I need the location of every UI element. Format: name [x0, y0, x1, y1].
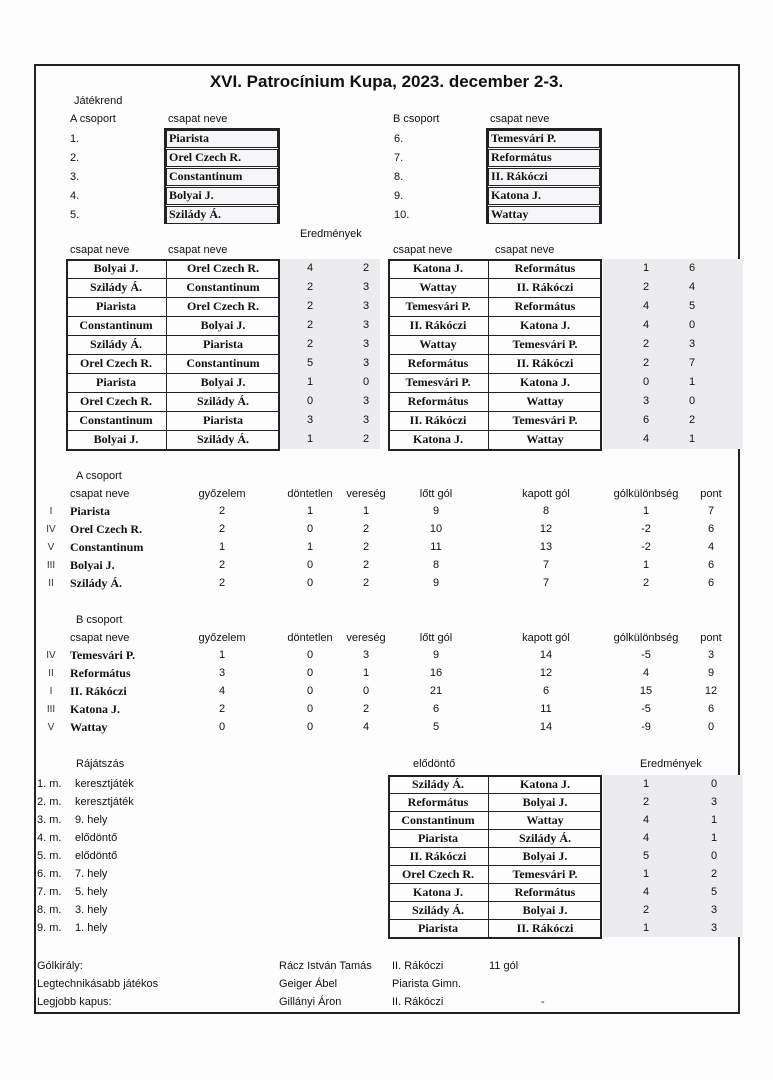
playoff-match-no: 6. m.	[37, 868, 62, 880]
results_b-team-home: Temesvári P.	[405, 299, 471, 313]
playoff-score-away: 3	[710, 904, 718, 916]
group_a-team: Constantinum	[166, 168, 278, 186]
playoff-team-away: Bolyai J.	[522, 795, 568, 809]
standings_a-rank: V	[47, 542, 55, 553]
results_b-team-away: Temesvári P.	[512, 337, 578, 351]
standings_b-value: 2	[362, 703, 370, 715]
standings_b-team: Református	[70, 666, 131, 680]
group_a-team: Orel Czech R.	[166, 149, 278, 167]
group_a-team: Szilády Á.	[166, 206, 278, 224]
results_b-team-away: Katona J.	[519, 375, 570, 389]
group_b-number: 10.	[394, 209, 410, 221]
standings_b-value: 12	[539, 667, 553, 679]
standings_b-header: döntetlen	[287, 632, 333, 644]
playoff-score-home: 4	[642, 886, 650, 898]
playoff-team-home: Szilády Á.	[411, 903, 464, 917]
standings_a-value: -2	[641, 541, 651, 553]
playoff-team-home: Piarista	[418, 831, 458, 845]
results_a-score-away: 2	[362, 433, 370, 445]
standings_b-value: 0	[218, 721, 226, 733]
results_b-team-away: Református	[514, 299, 576, 313]
standings_b-rank: I	[49, 686, 53, 697]
results_a-score-home: 1	[306, 433, 314, 445]
playoff-match-type: keresztjáték	[75, 796, 134, 808]
results_a-score-away: 0	[362, 376, 370, 388]
results_a-team-away: Constantinum	[186, 280, 260, 294]
playoff-match-no: 8. m.	[37, 904, 62, 916]
award-title: Legtechnikásabb játékos	[37, 978, 159, 990]
standings_a-value: 9	[432, 505, 440, 517]
standings_a-value: 8	[432, 559, 440, 571]
standings_b-value: 14	[539, 721, 553, 733]
results_a-team-away: Szilády Á.	[196, 432, 249, 446]
results_b-team-home: Wattay	[419, 280, 457, 294]
results_a-team-away: Constantinum	[186, 356, 260, 370]
standings_a-header: lőtt gól	[419, 488, 453, 500]
standings_a-value: 1	[362, 505, 370, 517]
results_b-score-away: 1	[688, 376, 696, 388]
playoff-score-away: 0	[710, 778, 718, 790]
results-col-4: csapat neve	[495, 244, 555, 256]
standings_b-value: 0	[306, 703, 314, 715]
standings_a-value: 2	[218, 577, 226, 589]
results_a-score-home: 4	[306, 262, 314, 274]
results_b-team-away: Református	[514, 261, 576, 275]
results_a-score-home: 0	[306, 395, 314, 407]
results_b-team-home: Wattay	[419, 337, 457, 351]
playoff-score-home: 2	[642, 796, 650, 808]
standings_b-value: 0	[362, 685, 370, 697]
results_a-score-home: 2	[306, 281, 314, 293]
results_a-team-away: Orel Czech R.	[186, 261, 260, 275]
playoff-results-label: Eredmények	[640, 758, 702, 770]
standings_b-value: 6	[542, 685, 550, 697]
playoff-team-away: Bolyai J.	[522, 903, 568, 917]
results_b-team-away: Wattay	[526, 394, 564, 408]
standings_a-value: 2	[362, 577, 370, 589]
results_b-team-home: Katona J.	[412, 432, 463, 446]
playoff-match-type: 1. hely	[75, 922, 108, 934]
standings_a-header: döntetlen	[287, 488, 333, 500]
standings_a-header: kapott gól	[522, 488, 570, 500]
results_b-score-home: 0	[642, 376, 650, 388]
standings_a-header: vereség	[346, 488, 386, 500]
standings_a-header: pont	[700, 488, 722, 500]
playoff-match-no: 3. m.	[37, 814, 62, 826]
results_a-score-home: 3	[306, 414, 314, 426]
standings_b-value: 3	[218, 667, 226, 679]
standings_a-rank: IV	[46, 524, 56, 535]
playoff-match-type: 3. hely	[75, 904, 108, 916]
semi-label: elődöntő	[413, 758, 456, 770]
group-a-label: A csoport	[70, 113, 116, 125]
playoff-score-home: 5	[642, 850, 650, 862]
results_b-team-away: Temesvári P.	[512, 413, 578, 427]
standings_a-value: 1	[306, 541, 314, 553]
results_b-score-away: 3	[688, 338, 696, 350]
results_a-team-away: Bolyai J.	[200, 318, 246, 332]
standings_a-value: 7	[542, 577, 550, 589]
standings_a-value: 6	[707, 559, 715, 571]
playoff-match-no: 1. m.	[37, 778, 62, 790]
standings_b-value: 9	[707, 667, 715, 679]
results_b-score-home: 2	[642, 357, 650, 369]
playoff-score-home: 4	[642, 814, 650, 826]
results_a-score-home: 5	[306, 357, 314, 369]
standings_b-header: kapott gól	[522, 632, 570, 644]
award-player: Gillányi Áron	[279, 996, 342, 1008]
results_a-team-home: Constantinum	[79, 413, 153, 427]
standings_a-value: 9	[432, 577, 440, 589]
standings_b-value: 15	[639, 685, 653, 697]
award-player: Geiger Ábel	[279, 978, 338, 990]
standings_b-value: 4	[642, 667, 650, 679]
group_a-team: Bolyai J.	[166, 187, 278, 205]
standings_b-header: lőtt gól	[419, 632, 453, 644]
playoff-score-away: 2	[710, 868, 718, 880]
playoff-label: Rájátszás	[76, 758, 125, 770]
standings_b-rank: II	[48, 668, 54, 679]
standings_a-team: Szilády Á.	[70, 576, 123, 590]
results_b-team-home: Katona J.	[412, 261, 463, 275]
standings_b-value: 0	[306, 685, 314, 697]
results-title: Eredmények	[300, 228, 362, 240]
group_b-number: 8.	[394, 171, 404, 183]
playoff-match-type: 9. hely	[75, 814, 108, 826]
standings_a-value: 0	[306, 559, 314, 571]
group_b-team: Wattay	[488, 206, 600, 224]
standings_b-value: 11	[540, 703, 552, 715]
playoff-match-type: 5. hely	[75, 886, 108, 898]
results_a-team-away: Orel Czech R.	[186, 299, 260, 313]
group_b-team: Református	[488, 149, 600, 167]
results_a-score-away: 2	[362, 262, 370, 274]
results-col-3: csapat neve	[393, 244, 453, 256]
group_a-number: 1.	[70, 133, 80, 145]
results_b-score-away: 2	[688, 414, 696, 426]
award-title: Legjobb kapus:	[37, 996, 112, 1008]
standings_b-value: 0	[306, 649, 314, 661]
group_a-team: Piarista	[166, 130, 278, 148]
standings_a-rank: II	[48, 578, 54, 589]
results_a-team-away: Piarista	[203, 413, 243, 427]
standings_b-value: 6	[432, 703, 440, 715]
results_a-team-home: Szilády Á.	[89, 280, 142, 294]
playoff-score-away: 3	[710, 922, 718, 934]
group_b-team: II. Rákóczi	[488, 168, 600, 186]
results_a-team-home: Orel Czech R.	[79, 394, 153, 408]
group_b-team: Temesvári P.	[488, 130, 600, 148]
standings_b-value: -5	[641, 703, 651, 715]
playoff-team-away: Református	[514, 885, 576, 899]
results_b-score-home: 6	[642, 414, 650, 426]
standings_b-value: 16	[429, 667, 443, 679]
standings_b-value: 1	[362, 667, 370, 679]
results_b-team-away: Wattay	[526, 432, 564, 446]
group-b-label: B csoport	[393, 113, 440, 125]
standings_b-value: 3	[362, 649, 370, 661]
results_b-score-away: 1	[688, 433, 696, 445]
standings_a-value: 13	[539, 541, 553, 553]
standings_a-header: győzelem	[198, 488, 246, 500]
results_b-score-home: 4	[642, 319, 650, 331]
results_a-team-home: Bolyai J.	[93, 432, 139, 446]
results_a-score-home: 2	[306, 338, 314, 350]
standings_b-header: csapat neve	[70, 632, 130, 644]
results_a-team-away: Piarista	[203, 337, 243, 351]
results_a-team-away: Szilády Á.	[196, 394, 249, 408]
group_b-number: 9.	[394, 190, 404, 202]
award-school: Piarista Gimn.	[392, 978, 462, 990]
playoff-score-away: 5	[710, 886, 718, 898]
results-col-1: csapat neve	[70, 244, 130, 256]
results_a-team-home: Bolyai J.	[93, 261, 139, 275]
award-player: Rácz István Tamás	[279, 960, 372, 972]
standings_a-rank: I	[49, 506, 53, 517]
playoff-score-away: 3	[710, 796, 718, 808]
standings_b-team: Wattay	[70, 720, 108, 734]
results_b-score-home: 4	[642, 433, 650, 445]
results_a-team-home: Piarista	[96, 299, 136, 313]
playoff-team-away: Katona J.	[519, 777, 570, 791]
results_b-score-away: 5	[688, 300, 696, 312]
standings_a-team: Orel Czech R.	[70, 522, 143, 536]
results_b-team-home: II. Rákóczi	[409, 318, 467, 332]
results_b-score-home: 3	[642, 395, 650, 407]
standings_a-value: 2	[362, 559, 370, 571]
playoff-team-away: Wattay	[526, 813, 564, 827]
standings_a-value: 7	[707, 505, 715, 517]
results_a-score-away: 3	[362, 300, 370, 312]
standings_a-value: 8	[542, 505, 550, 517]
standings_b-value: 3	[707, 649, 715, 661]
standings_b-header: győzelem	[198, 632, 246, 644]
standings_a-value: 4	[707, 541, 715, 553]
standings_a-value: 2	[218, 505, 226, 517]
standings_a-value: 2	[218, 559, 226, 571]
results_b-team-away: Katona J.	[519, 318, 570, 332]
playoff-match-type: keresztjáték	[75, 778, 134, 790]
results_a-score-away: 3	[362, 281, 370, 293]
standings_b-label: B csoport	[76, 614, 123, 626]
standings_a-header: csapat neve	[70, 488, 130, 500]
standings_b-header: vereség	[346, 632, 386, 644]
results_b-score-home: 2	[642, 338, 650, 350]
results_a-score-away: 3	[362, 395, 370, 407]
results_a-score-home: 2	[306, 319, 314, 331]
standings_b-value: 0	[306, 667, 314, 679]
results_a-team-home: Piarista	[96, 375, 136, 389]
standings_b-value: 6	[707, 703, 715, 715]
results_a-team-home: Szilády Á.	[89, 337, 142, 351]
group_a-number: 2.	[70, 152, 80, 164]
standings_a-team: Constantinum	[70, 540, 144, 554]
playoff-team-home: Orel Czech R.	[401, 867, 475, 881]
standings_b-team: Temesvári P.	[70, 648, 136, 662]
standings_a-value: 1	[642, 559, 650, 571]
results_b-score-away: 4	[688, 281, 696, 293]
playoff-team-away: II. Rákóczi	[516, 921, 574, 935]
standings_b-value: 14	[539, 649, 553, 661]
standings_b-header: gólkülönbség	[613, 632, 679, 644]
results_a-team-home: Constantinum	[79, 318, 153, 332]
results_a-score-away: 3	[362, 319, 370, 331]
results_b-team-home: Református	[407, 356, 469, 370]
standings_a-value: 1	[306, 505, 314, 517]
playoff-match-no: 4. m.	[37, 832, 62, 844]
standings_a-value: 0	[306, 523, 314, 535]
playoff-match-no: 5. m.	[37, 850, 62, 862]
group_a-number: 5.	[70, 209, 80, 221]
results_b-score-shade	[603, 259, 743, 449]
results_b-team-home: Református	[407, 394, 469, 408]
standings_a-value: 2	[362, 523, 370, 535]
playoff-match-no: 9. m.	[37, 922, 62, 934]
standings_a-value: 10	[429, 523, 443, 535]
standings_a-value: 2	[362, 541, 370, 553]
standings_b-rank: III	[46, 704, 56, 715]
award-extra: -	[541, 996, 545, 1008]
results_b-team-away: II. Rákóczi	[516, 356, 574, 370]
playoff-team-away: Bolyai J.	[522, 849, 568, 863]
playoff-score-away: 0	[710, 850, 718, 862]
standings_a-value: 0	[306, 577, 314, 589]
standings_b-value: 4	[362, 721, 370, 733]
standings_b-rank: V	[47, 722, 55, 733]
playoff-team-home: Szilády Á.	[411, 777, 464, 791]
standings_a-value: 1	[642, 505, 650, 517]
standings_b-value: 21	[429, 685, 443, 697]
group_a-number: 3.	[70, 171, 80, 183]
playoff-score-home: 1	[642, 778, 650, 790]
results_a-score-home: 1	[306, 376, 314, 388]
standings_b-value: 0	[707, 721, 715, 733]
group_a-number: 4.	[70, 190, 80, 202]
standings_a-value: 1	[218, 541, 226, 553]
playoff-team-home: Katona J.	[412, 885, 463, 899]
results_b-score-away: 0	[688, 319, 696, 331]
standings_b-value: 9	[432, 649, 440, 661]
standings_b-value: 1	[218, 649, 226, 661]
playoff-score-home: 1	[642, 868, 650, 880]
results_b-score-home: 2	[642, 281, 650, 293]
standings_a-value: 12	[539, 523, 553, 535]
playoff-team-home: Constantinum	[401, 813, 475, 827]
standings_a-rank: III	[46, 560, 56, 571]
playoff-score-away: 1	[710, 832, 718, 844]
award-extra: 11 gól	[489, 960, 519, 972]
standings_b-value: -5	[641, 649, 651, 661]
standings_b-value: 0	[306, 721, 314, 733]
group_b-team: Katona J.	[488, 187, 600, 205]
standings_b-team: II. Rákóczi	[70, 684, 127, 698]
standings_a-value: 7	[542, 559, 550, 571]
group_b-number: 7.	[394, 152, 404, 164]
standings_b-value: 4	[218, 685, 226, 697]
results_a-team-away: Bolyai J.	[200, 375, 246, 389]
standings_a-value: 6	[707, 523, 715, 535]
playoff-team-away: Temesvári P.	[512, 867, 578, 881]
results_b-score-home: 1	[642, 262, 650, 274]
standings_b-value: 12	[704, 685, 718, 697]
standings_a-team: Bolyai J.	[70, 558, 115, 572]
standings_a-value: -2	[641, 523, 651, 535]
results_b-score-away: 6	[688, 262, 696, 274]
playoff-match-no: 2. m.	[37, 796, 62, 808]
award-school: II. Rákóczi	[392, 996, 444, 1008]
standings_b-team: Katona J.	[70, 702, 121, 716]
results_b-score-home: 4	[642, 300, 650, 312]
standings_a-value: 11	[430, 541, 442, 553]
group-a-col-header: csapat neve	[168, 113, 228, 125]
playoff-team-home: Református	[407, 795, 469, 809]
playoff-score-away: 1	[710, 814, 718, 826]
standings_a-value: 2	[642, 577, 650, 589]
group_b-number: 6.	[394, 133, 404, 145]
results_b-score-away: 7	[688, 357, 696, 369]
playoff-match-type: elődöntő	[75, 850, 118, 862]
standings_b-value: -9	[641, 721, 651, 733]
results_a-score-away: 3	[362, 338, 370, 350]
award-school: II. Rákóczi	[392, 960, 444, 972]
standings_a-value: 2	[218, 523, 226, 535]
group-b-col-header: csapat neve	[490, 113, 550, 125]
playoff-match-no: 7. m.	[37, 886, 62, 898]
standings_b-value: 5	[432, 721, 440, 733]
results_b-score-away: 0	[688, 395, 696, 407]
standings_b-header: pont	[700, 632, 722, 644]
jatekrend-label: Játékrend	[74, 95, 123, 107]
playoff-match-type: elődöntő	[75, 832, 118, 844]
playoff-match-type: 7. hely	[75, 868, 108, 880]
results_b-team-home: Temesvári P.	[405, 375, 471, 389]
standings_a-team: Piarista	[70, 504, 110, 518]
results_a-team-home: Orel Czech R.	[79, 356, 153, 370]
playoff-score-home: 2	[642, 904, 650, 916]
standings_a-value: 6	[707, 577, 715, 589]
playoff-score-home: 1	[642, 922, 650, 934]
page-title: XVI. Patrocínium Kupa, 2023. december 2-3.	[209, 72, 564, 91]
standings_b-value: 2	[218, 703, 226, 715]
standings_a-header: gólkülönbség	[613, 488, 679, 500]
results-col-2: csapat neve	[168, 244, 228, 256]
results_a-score-away: 3	[362, 357, 370, 369]
playoff-team-home: II. Rákóczi	[409, 849, 467, 863]
standings_b-rank: IV	[46, 650, 56, 661]
standings_a-label: A csoport	[76, 470, 122, 482]
results_b-team-home: II. Rákóczi	[409, 413, 467, 427]
results_b-team-away: II. Rákóczi	[516, 280, 574, 294]
playoff-score-home: 4	[642, 832, 650, 844]
results_a-score-away: 3	[362, 414, 370, 426]
results_a-score-home: 2	[306, 300, 314, 312]
playoff-team-home: Piarista	[418, 921, 458, 935]
award-title: Gólkirály:	[37, 960, 83, 972]
playoff-team-away: Szilády Á.	[518, 831, 571, 845]
